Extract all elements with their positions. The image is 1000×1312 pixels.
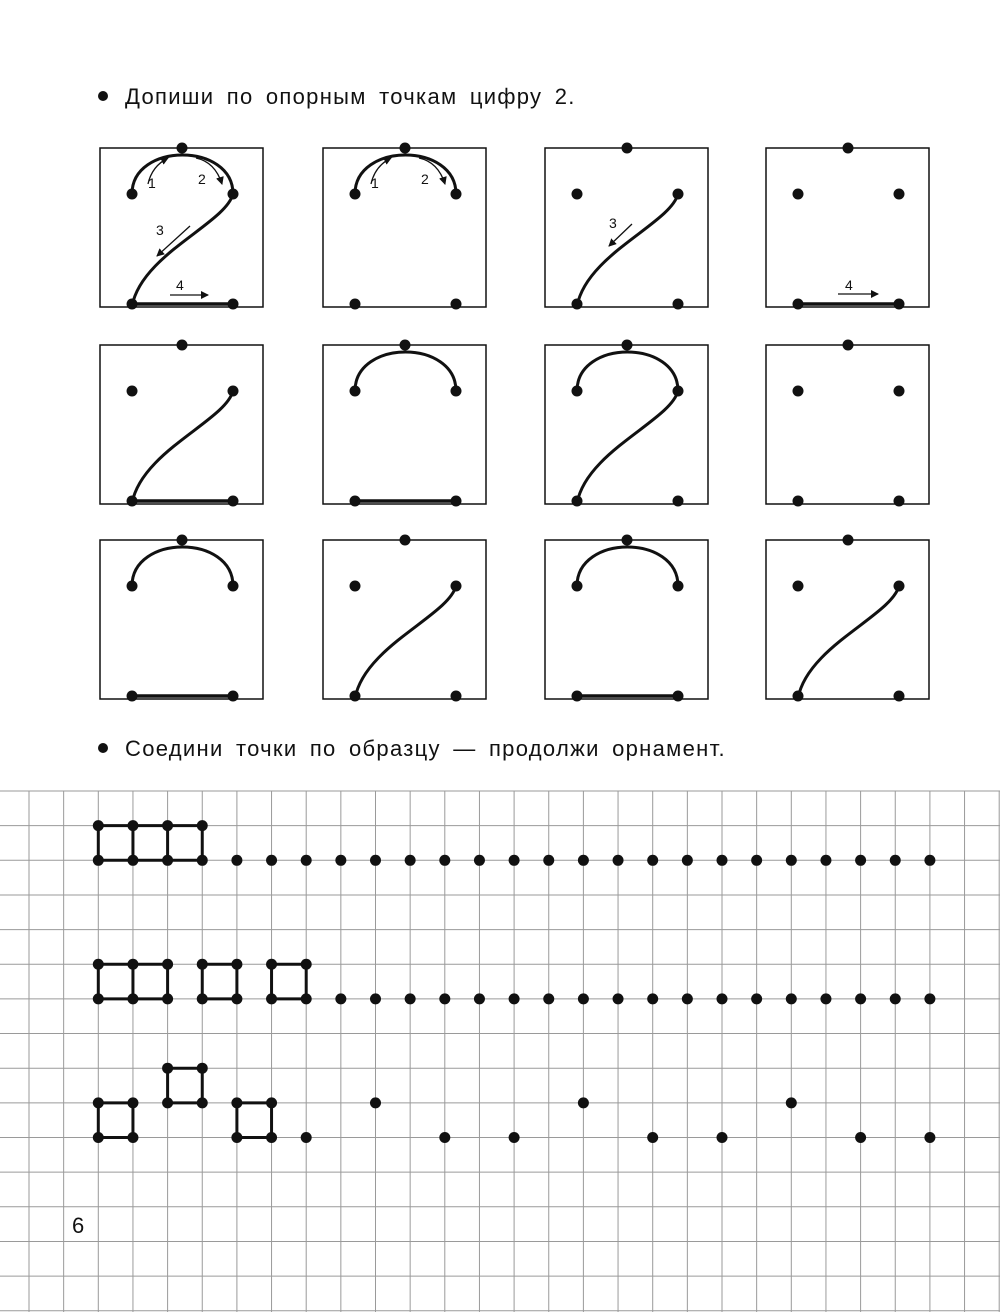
ornament-dot bbox=[162, 1097, 173, 1108]
ornament-dot bbox=[543, 855, 554, 866]
ornament-dot bbox=[93, 1097, 104, 1108]
ornament-dot bbox=[93, 959, 104, 970]
ornament-dot bbox=[127, 1132, 138, 1143]
ornament-dot bbox=[127, 993, 138, 1004]
ornament-dot bbox=[93, 855, 104, 866]
ornament-dot bbox=[924, 1132, 935, 1143]
page-number: 6 bbox=[72, 1213, 85, 1238]
ornament-dot bbox=[231, 959, 242, 970]
ornament-dot bbox=[231, 993, 242, 1004]
ornament-dot bbox=[127, 1097, 138, 1108]
ornament-dot bbox=[93, 1132, 104, 1143]
ornament-dot bbox=[751, 993, 762, 1004]
stroke-label: 3 bbox=[156, 222, 164, 238]
ornament-dot bbox=[474, 855, 485, 866]
ornament-dot bbox=[405, 855, 416, 866]
ornament-dot bbox=[717, 993, 728, 1004]
ornament-dot bbox=[613, 855, 624, 866]
ornament-dot bbox=[405, 993, 416, 1004]
ornament-dot bbox=[301, 1132, 312, 1143]
ornament-dot bbox=[231, 1132, 242, 1143]
ornament-dot bbox=[786, 1097, 797, 1108]
ornament-dot bbox=[717, 1132, 728, 1143]
ornament-dot bbox=[509, 855, 520, 866]
stroke-label: 3 bbox=[609, 215, 617, 231]
ornament-dot bbox=[924, 855, 935, 866]
ornament-dot bbox=[370, 855, 381, 866]
ornament-dot bbox=[231, 1097, 242, 1108]
ornament-dot bbox=[370, 993, 381, 1004]
ornament-dot bbox=[231, 855, 242, 866]
ornament-dot bbox=[197, 820, 208, 831]
ornament-dot bbox=[93, 820, 104, 831]
ornament-dot bbox=[474, 993, 485, 1004]
stroke-label: 2 bbox=[421, 171, 429, 187]
ornament-dot bbox=[162, 820, 173, 831]
ornament-dot bbox=[578, 1097, 589, 1108]
ornament-dot bbox=[370, 1097, 381, 1108]
ornament-dot bbox=[890, 855, 901, 866]
ornament-dot bbox=[820, 993, 831, 1004]
ornament-dot bbox=[197, 959, 208, 970]
ornament-dot bbox=[197, 993, 208, 1004]
ornament-dot bbox=[197, 1063, 208, 1074]
ornament-dot bbox=[439, 855, 450, 866]
ornament-dot bbox=[855, 855, 866, 866]
ornament-dot bbox=[266, 855, 277, 866]
ornament-dot bbox=[335, 855, 346, 866]
ornament-dot bbox=[717, 855, 728, 866]
ornament-dot bbox=[820, 855, 831, 866]
ornament-dot bbox=[509, 993, 520, 1004]
ornament-dot bbox=[855, 993, 866, 1004]
ornament-dot bbox=[890, 993, 901, 1004]
ornament-dot bbox=[786, 855, 797, 866]
ornament-dot bbox=[162, 855, 173, 866]
ornament-dot bbox=[682, 993, 693, 1004]
stroke-label: 2 bbox=[198, 171, 206, 187]
ornament-dot bbox=[543, 993, 554, 1004]
ornament-dot bbox=[127, 959, 138, 970]
ornament-dot bbox=[162, 1063, 173, 1074]
instruction-text: Допиши по опорным точкам цифру 2. bbox=[125, 84, 576, 109]
ornament-dot bbox=[266, 993, 277, 1004]
ornament-dot bbox=[613, 993, 624, 1004]
ornament-dot bbox=[786, 993, 797, 1004]
ornament-dot bbox=[578, 855, 589, 866]
ornament-dot bbox=[127, 855, 138, 866]
ornament-dot bbox=[751, 855, 762, 866]
ornament-dot bbox=[647, 855, 658, 866]
ornament-dot bbox=[682, 855, 693, 866]
stroke-label: 1 bbox=[148, 175, 156, 191]
stroke-label: 4 bbox=[845, 277, 853, 293]
ornament-dot bbox=[439, 993, 450, 1004]
ornament-dot bbox=[301, 959, 312, 970]
ornament-dot bbox=[93, 993, 104, 1004]
ornament-dot bbox=[162, 993, 173, 1004]
ornament-dot bbox=[301, 855, 312, 866]
ornament-dot bbox=[509, 1132, 520, 1143]
ornament-dot bbox=[855, 1132, 866, 1143]
ornament-dot bbox=[266, 959, 277, 970]
stroke-label: 1 bbox=[371, 175, 379, 191]
ornament-dot bbox=[924, 993, 935, 1004]
ornament-dot bbox=[335, 993, 346, 1004]
ornament-dot bbox=[197, 855, 208, 866]
instruction-text: Соедини точки по образцу — продолжи орнамент. bbox=[125, 736, 726, 761]
ornament-dot bbox=[578, 993, 589, 1004]
ornament-dot bbox=[647, 993, 658, 1004]
ornament-dot bbox=[127, 820, 138, 831]
ornament-dot bbox=[197, 1097, 208, 1108]
ornament-dot bbox=[647, 1132, 658, 1143]
ornament-dot bbox=[162, 959, 173, 970]
stroke-label: 4 bbox=[176, 277, 184, 293]
ornament-dot bbox=[266, 1132, 277, 1143]
ornament-dot bbox=[266, 1097, 277, 1108]
ornament-dot bbox=[439, 1132, 450, 1143]
ornament-dot bbox=[301, 993, 312, 1004]
